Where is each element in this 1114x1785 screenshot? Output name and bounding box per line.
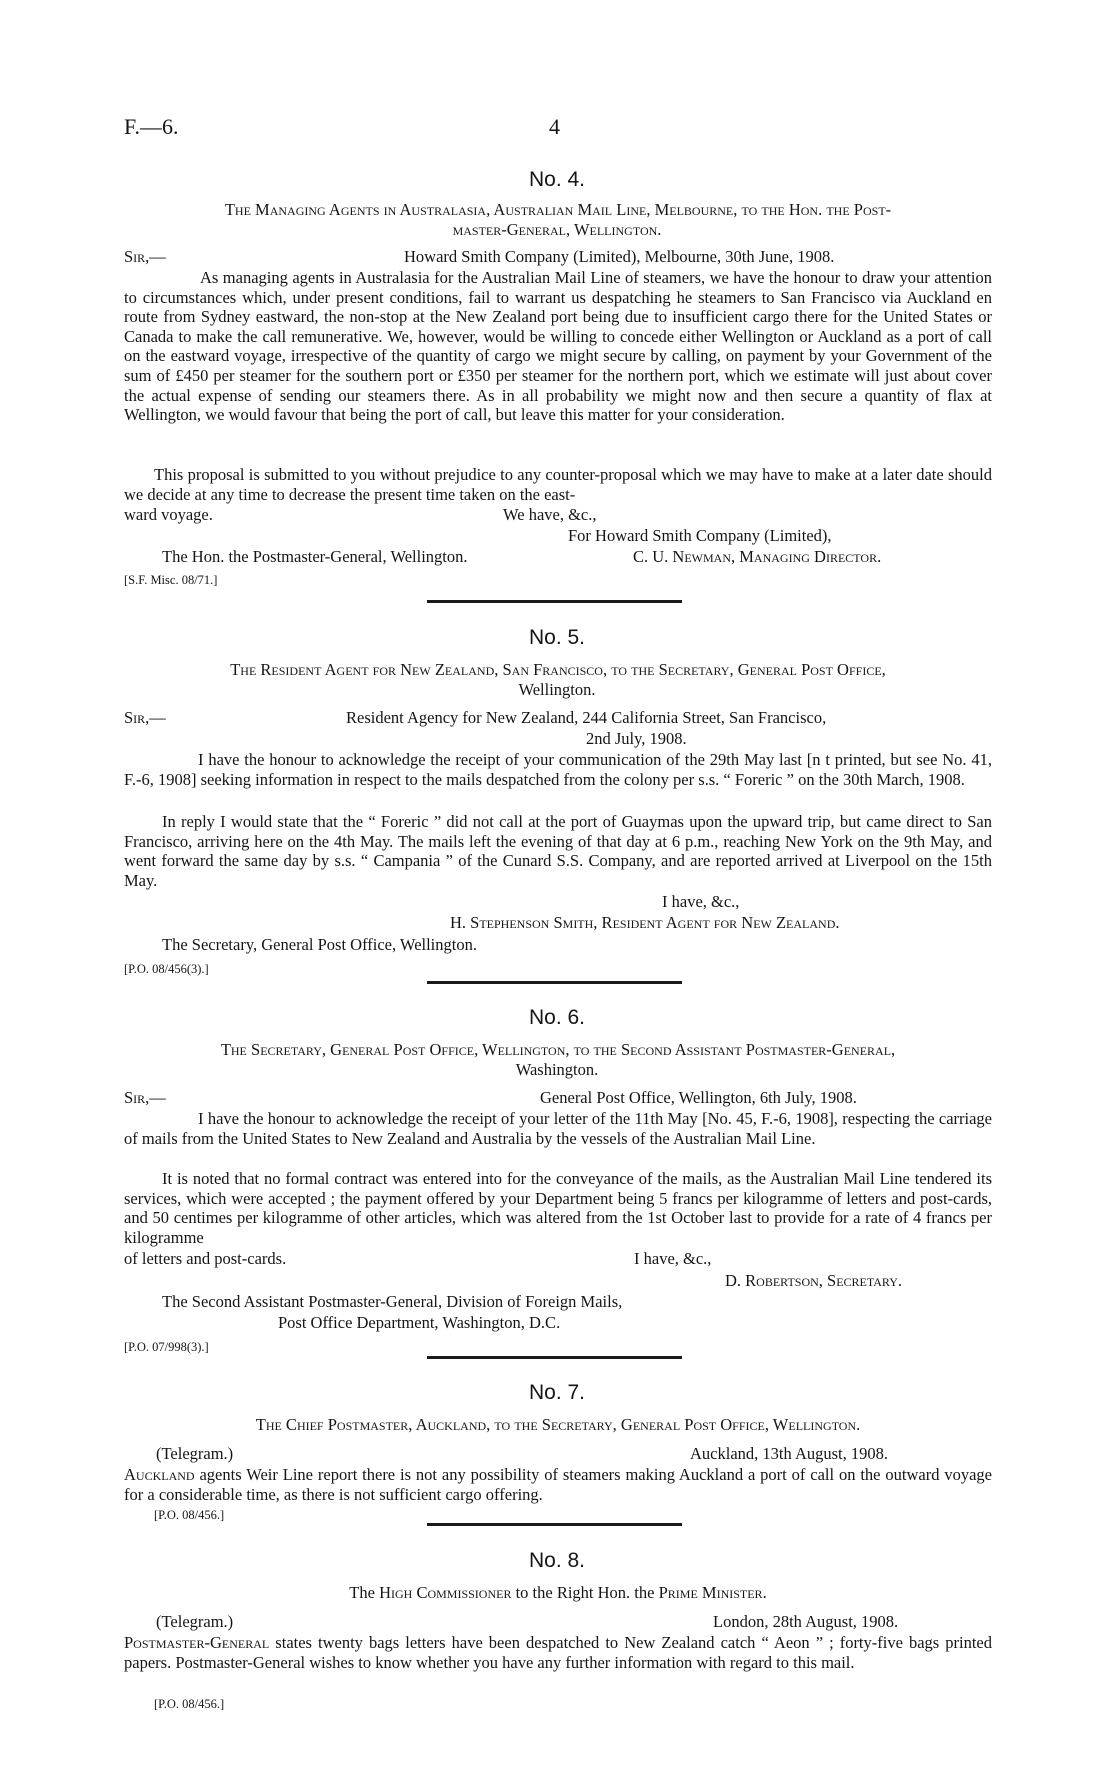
letter-5-title-line2: Wellington. <box>518 680 596 699</box>
letter-7-body <box>124 1465 992 1504</box>
letter-6-closing: I have, &c., <box>634 1249 712 1268</box>
section-rule <box>427 1356 682 1359</box>
letter-4-title-line1: The Managing Agents in Australasia, Australian Mail Line, Melbourne, to the Hon. the Post- <box>224 200 892 219</box>
letter-5-salutation: Sir,— <box>124 708 166 727</box>
letter-5-closing: I have, &c., <box>662 892 740 911</box>
page-number: 4 <box>549 114 560 139</box>
letter-6-last-line: of letters and post-cards. <box>124 1249 287 1268</box>
section-rule <box>427 1523 682 1526</box>
letter-8-title-to: Prime Minister. <box>658 1583 767 1602</box>
report-code: F.—6. <box>124 114 179 139</box>
letter-7-place-date: Auckland, 13th August, 1908. <box>690 1444 888 1463</box>
letter-6-address-date: General Post Office, Wellington, 6th July, 1908. <box>540 1088 857 1107</box>
letter-5-number: No. 5. <box>528 626 586 649</box>
letter-6-salutation: Sir,— <box>124 1088 166 1107</box>
letter-5-paragraph-1: I have the honour to acknowledge the receipt of your communication of the 29th May last [n t printed, but see No. 41, F.-6, 1908] seeking information in respect to the mails despatched from the colony per s.s. “ Foreric ” on the 30th March, 1908. <box>124 750 992 789</box>
letter-7-lead: Auckland <box>124 1465 195 1484</box>
letter-8-body-text: states twenty bags letters have been despatched to New Zealand catch “ Aeon ” ; forty-five bags printed papers. Postmaster-General wishes to know whether you have any further information with regard to this mail. <box>124 1633 992 1672</box>
letter-8-number: No. 8. <box>528 1549 586 1572</box>
letter-7-number: No. 7. <box>528 1381 586 1404</box>
letter-5-signature: H. Stephenson Smith, Resident Agent for New Zealand. <box>450 913 840 932</box>
section-rule <box>427 981 682 984</box>
letter-8-body <box>124 1633 992 1672</box>
letter-4-title-line2: master-General, Wellington. <box>452 220 662 239</box>
letter-6-title-line1: The Secretary, General Post Office, Wellington, to the Second Assistant Postmaster-General, <box>220 1040 896 1059</box>
letter-6-number: No. 6. <box>528 1006 586 1029</box>
letter-8-telegram-label: (Telegram.) <box>156 1612 234 1631</box>
letter-4-paragraph-1: As managing agents in Australasia for the Australian Mail Line of steamers, we have the honour to draw your attention to circumstances which, under present conditions, fail to warrant us despatching he steamers to San Francisco via Auckland en route from Sydney eastward, the non-stop at the New Zealand port being due to insufficient cargo there for the United States or Canada to make the call remunerative. We, however, would be willing to concede either Wellington or Auckland as a port of call on the eastward voyage, irrespective of the quantity of cargo we might secure by calling, on payment by your Government of the sum of £450 per steamer for the southern port or £350 per steamer for the northern port, which we estimate will just about cover the actual expense of sending our steamers there. As in all probability we might now and then secure a quantity of flax at Wellington, we would favour that being the port of call, but leave this matter for your consideration. <box>124 268 992 425</box>
letter-8-lead: Postmaster-General <box>124 1633 270 1652</box>
letter-6-title-line2: Washington. <box>515 1060 599 1079</box>
letter-4-reference: [S.F. Misc. 08/71.] <box>124 573 218 587</box>
letter-5-addressee: The Secretary, General Post Office, Wellington. <box>162 935 477 954</box>
letter-6-signature: D. Robertson, Secretary. <box>725 1271 903 1290</box>
letter-6-paragraph-1: I have the honour to acknowledge the receipt of your letter of the 11th May [No. 45, F.-6, 1908], respecting the carriage of mails from the United States to New Zealand and Australia by the vessels of the Australian Mail Line. <box>124 1109 992 1148</box>
letter-8-title-mid: to the Right Hon. the <box>511 1583 659 1602</box>
letter-4-salutation: Sir,— <box>124 247 166 266</box>
letter-5-address-line1: Resident Agency for New Zealand, 244 California Street, San Francisco, <box>346 708 827 727</box>
letter-4-addressee: The Hon. the Postmaster-General, Wellington. <box>162 547 468 566</box>
letter-7-reference: [P.O. 08/456.] <box>154 1508 225 1522</box>
letter-5-paragraph-2: In reply I would state that the “ Foreric ” did not call at the port of Guaymas upon the upward trip, but came direct to San Francisco, arriving here on the 4th May. The mails left the evening of that day at 6 p.m., reaching New York on the 9th May, and went forward the same day by s.s. “ Campania ” of the Cunard S.S. Company, and are reported arrived at Liverpool on the 15th May. <box>124 812 992 890</box>
letter-4-number: No. 4. <box>528 168 586 191</box>
letter-6-addressee-line2: Post Office Department, Washington, D.C. <box>278 1313 561 1332</box>
letter-7-body-text: agents Weir Line report there is not any possibility of steamers making Auckland a port of call on the outward voyage for a considerable time, as there is not sufficient cargo offering. <box>124 1465 992 1504</box>
letter-4-address-date: Howard Smith Company (Limited), Melbourne, 30th June, 1908. <box>404 247 835 266</box>
letter-4-signature: C. U. Newman, Managing Director. <box>633 547 882 566</box>
letter-5-address-line2: 2nd July, 1908. <box>586 729 687 748</box>
letter-8-title-from: High Commissioner <box>379 1583 512 1602</box>
letter-4-closing: We have, &c., <box>503 505 597 524</box>
letter-8-title <box>124 1583 992 1603</box>
letter-5-reference: [P.O. 08/456(3).] <box>124 962 209 976</box>
letter-4-last-line: ward voyage. <box>124 505 213 524</box>
letter-6-reference: [P.O. 07/998(3).] <box>124 1340 209 1354</box>
letter-6-addressee-line1: The Second Assistant Postmaster-General, Division of Foreign Mails, <box>162 1292 623 1311</box>
letter-8-reference: [P.O. 08/456.] <box>154 1697 225 1711</box>
letter-8-place-date: London, 28th August, 1908. <box>713 1612 899 1631</box>
letter-4-signature-for: For Howard Smith Company (Limited), <box>568 526 832 545</box>
letter-4-paragraph-2: This proposal is submitted to you without prejudice to any counter-proposal which we may have to make at a later date should we decide at any time to decrease the present time taken on the east- <box>124 465 992 504</box>
letter-8-title-pre: The <box>349 1583 380 1602</box>
letter-6-paragraph-2: It is noted that no formal contract was entered into for the conveyance of the mails, as the Australian Mail Line tendered its services, which were accepted ; the payment offered by your Department being 5 francs per kilogramme of letters and post-cards, and 50 centimes per kilogramme of other articles, which was altered from the 1st October last to provide for a rate of 4 francs per kilogramme <box>124 1169 992 1247</box>
section-rule <box>427 600 682 603</box>
letter-7-telegram-label: (Telegram.) <box>156 1444 234 1463</box>
letter-7-title: The Chief Postmaster, Auckland, to the Secretary, General Post Office, Wellington. <box>255 1415 861 1434</box>
letter-5-title-line1: The Resident Agent for New Zealand, San Francisco, to the Secretary, General Post Office, <box>230 660 886 679</box>
